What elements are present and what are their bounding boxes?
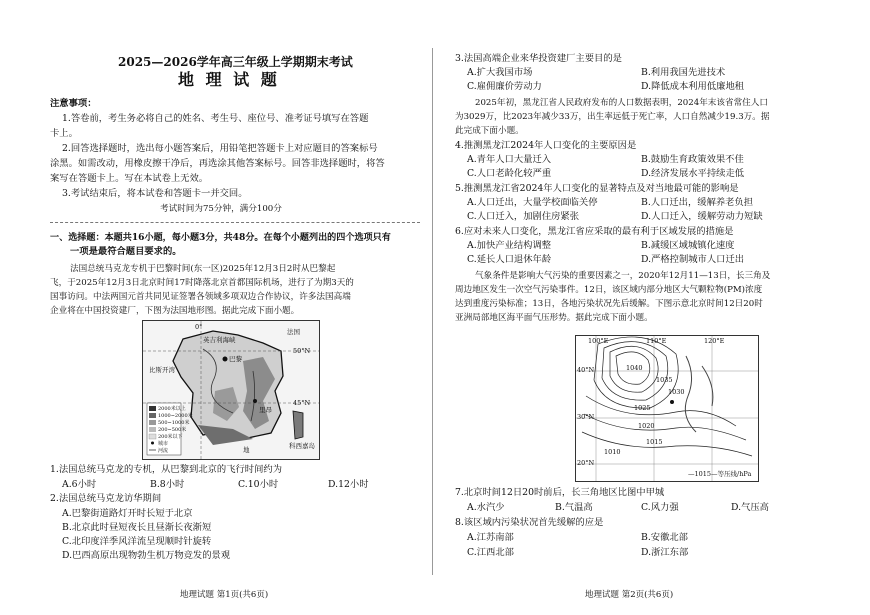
isobar-value: 1025 xyxy=(634,404,651,412)
notes-heading: 注意事项： xyxy=(50,98,97,109)
city-label-lyon: 里昂 xyxy=(259,406,272,414)
city-label-paris: 巴黎 xyxy=(229,355,242,363)
section-heading: 一、选择题：本题共16小题，每小题3分，共48分。在每个小题列出的四个选项只有 xyxy=(50,232,391,243)
question-stem: 7.北京时间12日20时前后，长三角地区比图中甲城 xyxy=(455,487,665,498)
isobar-legend: —1015—等压线/hPa xyxy=(688,470,752,478)
option-a[interactable]: A.巴黎街道路灯开时长短于北京 xyxy=(62,508,193,519)
option-a[interactable]: A.加快产业结构调整 xyxy=(467,240,552,251)
option-a[interactable]: A.扩大我国市场 xyxy=(467,67,533,78)
longitude-label: 0° xyxy=(195,323,203,331)
option-b[interactable]: B.利用我国先进技术 xyxy=(641,67,726,78)
option-b[interactable]: B.人口迁出，缓解养老负担 xyxy=(641,197,754,208)
legend-item: 2000米以上 xyxy=(158,406,186,412)
option-d[interactable]: D.12小时 xyxy=(328,479,369,490)
legend-item: 500~1000米 xyxy=(158,420,190,426)
legend-item: 河流 xyxy=(158,448,169,454)
option-d[interactable]: D.降低成本利用低廉地租 xyxy=(641,81,745,92)
option-b[interactable]: B.安徽北部 xyxy=(641,532,688,543)
note-line: 卡上。 xyxy=(50,128,78,139)
question-stem: 3.法国高端企业来华投资建厂主要目的是 xyxy=(455,53,622,64)
section-heading: 一项是最符合题目要求的。 xyxy=(70,246,182,257)
option-c[interactable]: C.人口迁入，加剧住房紧张 xyxy=(467,211,580,222)
option-c[interactable]: C.10小时 xyxy=(238,479,279,490)
latitude-label: 45°N xyxy=(293,399,311,407)
option-d[interactable]: D.气压高 xyxy=(731,502,769,513)
option-a[interactable]: A.水汽少 xyxy=(467,502,505,513)
option-b[interactable]: B.气温高 xyxy=(555,502,593,513)
option-d[interactable]: D.人口迁入，缓解劳动力短缺 xyxy=(641,211,763,222)
latitude-label: 40°N xyxy=(577,366,595,374)
column-divider xyxy=(432,48,433,575)
option-b[interactable]: B.8小时 xyxy=(150,479,185,490)
longitude-label: 120°E xyxy=(704,337,725,345)
option-c[interactable]: C.雇佣廉价劳动力 xyxy=(467,81,542,92)
passage-line: 周边地区发生一次空气污染事件。12日，该区域内部分地区大气颗粒物(PM)浓度 xyxy=(455,285,763,295)
right-page xyxy=(435,0,870,615)
note-line: 2.回答选择题时，选出每小题答案后，用铅笔把答题卡上对应题目的答案标号 xyxy=(62,143,378,154)
longitude-label: 100°E xyxy=(588,337,609,345)
option-c[interactable]: C.江西北部 xyxy=(467,547,514,558)
option-a[interactable]: A.6小时 xyxy=(62,479,97,490)
isobar-value: 1035 xyxy=(656,376,673,384)
subject-title: 地 理 试 题 xyxy=(178,70,280,89)
france-terrain-map xyxy=(142,320,320,460)
latitude-label: 30°N xyxy=(577,413,595,421)
legend-item: 200~500米 xyxy=(158,427,187,433)
passage-line: 飞，于2025年12月3日北京时间17时降落北京首都国际机场，进行了为期3天的 xyxy=(50,278,354,288)
isobar-value: 1040 xyxy=(626,364,643,372)
latitude-label: 20°N xyxy=(577,459,595,467)
page-footer: 地理试题 第1页(共6页) xyxy=(180,590,269,600)
passage-line: 气象条件是影响大气污染的重要因素之一，2020年12月11—13日，长三角及 xyxy=(475,271,771,281)
isobar-graphic xyxy=(576,336,758,481)
passage-line: 企业将在中国投资建厂，下图为法国地形图。据此完成下面小题。 xyxy=(50,306,300,316)
passage-line: 此完成下面小题。 xyxy=(455,126,524,136)
option-a[interactable]: A.人口迁出，大量学校面临关停 xyxy=(467,197,598,208)
option-b[interactable]: B.北京此时昼短夜长且昼渐长夜渐短 xyxy=(62,522,212,533)
latitude-label: 50°N xyxy=(293,347,311,355)
island-label: 科西嘉岛 xyxy=(289,442,315,450)
passage-line: 国事访问。中法两国元首共同见证签署各领域多项双边合作协议，许多法国高端 xyxy=(50,292,351,302)
option-d[interactable]: D.巴西高原出现物勃生机万物竞发的景观 xyxy=(62,550,231,561)
note-line: 3.考试结束后，将本试卷和答题卡一并交回。 xyxy=(62,188,248,199)
separator xyxy=(50,222,420,223)
note-line: 涂黑。如需改动，用橡皮擦干净后，再选涂其他答案标号。回答非选择题时，将答 xyxy=(50,158,385,169)
question-stem: 5.推测黑龙江省2024年人口变化的显著特点及对当地最可能的影响是 xyxy=(455,183,739,194)
legend-item: 1000~2000米 xyxy=(158,413,193,419)
question-stem: 8.该区域内污染状况首先缓解的应是 xyxy=(455,517,604,528)
question-stem: 6.应对未来人口变化，黑龙江省应采取的最有利于区域发展的措施是 xyxy=(455,226,734,237)
option-c[interactable]: C.人口老龄化较严重 xyxy=(467,168,552,179)
option-a[interactable]: A.青年人口大量迁入 xyxy=(467,154,552,165)
legend-item: 城市 xyxy=(158,441,169,447)
option-c[interactable]: C.延长人口退休年龄 xyxy=(467,254,552,265)
question-stem: 1.法国总统马克龙的专机，从巴黎到北京的飞行时间约为 xyxy=(50,464,282,475)
note-line: 1.答卷前，考生务必将自己的姓名、考生号、座位号、准考证号填写在答题 xyxy=(62,113,369,124)
isobar-value: 1020 xyxy=(638,422,655,430)
sea-label-mediterranean: 地 xyxy=(243,446,250,454)
page-footer: 地理试题 第2页(共6页) xyxy=(585,590,674,600)
option-c[interactable]: C.北印度洋季风洋流呈现顺时针旋转 xyxy=(62,536,212,547)
option-d[interactable]: D.浙江东部 xyxy=(641,547,689,558)
option-b[interactable]: B.鼓励生育政策效果不佳 xyxy=(641,154,744,165)
channel-label: 英吉利海峡 xyxy=(203,336,236,344)
exam-title: 2025—2026学年高三年级上学期期末考试 xyxy=(118,55,353,69)
passage-line: 亚洲局部地区海平面气压形势。据此完成下面小题。 xyxy=(455,313,653,323)
isobar-value: 1010 xyxy=(604,448,621,456)
option-a[interactable]: A.江苏南部 xyxy=(467,532,514,543)
question-stem: 2.法国总统马克龙访华期间 xyxy=(50,493,162,504)
passage-line: 为3029万，比2023年减少33万，出生率远低于死亡率，人口自然减少19.3万。据 xyxy=(455,112,770,122)
country-label: 法国 xyxy=(287,328,300,336)
note-line: 案写在答题卡上。写在本试卷上无效。 xyxy=(50,173,209,184)
option-d[interactable]: D.经济发展水平持续走低 xyxy=(641,168,745,179)
sea-level-pressure-map xyxy=(575,335,759,482)
time-info: 考试时间为75分钟，满分100分 xyxy=(160,204,282,214)
longitude-label: 110°E xyxy=(646,337,667,345)
passage-line: 2025年初，黑龙江省人民政府发布的人口数据表明，2024年末该省常住人口 xyxy=(475,98,768,108)
passage-line: 法国总统马克龙专机于巴黎时间(东一区)2025年12月3日2时从巴黎起 xyxy=(70,264,336,274)
option-c[interactable]: C.风力强 xyxy=(641,502,679,513)
isobar-value: 1015 xyxy=(646,438,663,446)
option-b[interactable]: B.减缓区域城镇化速度 xyxy=(641,240,735,251)
passage-line: 达到重度污染标准；13日，各地污染状况先后缓解。下图示意北京时间12日20时 xyxy=(455,299,763,309)
isobar-value: 1030 xyxy=(668,388,685,396)
sea-label: 比斯开湾 xyxy=(149,366,175,374)
legend-item: 200米以下 xyxy=(158,434,183,440)
question-stem: 4.推测黑龙江2024年人口变化的主要原因是 xyxy=(455,140,637,151)
option-d[interactable]: D.严格控制城市人口迁出 xyxy=(641,254,745,265)
